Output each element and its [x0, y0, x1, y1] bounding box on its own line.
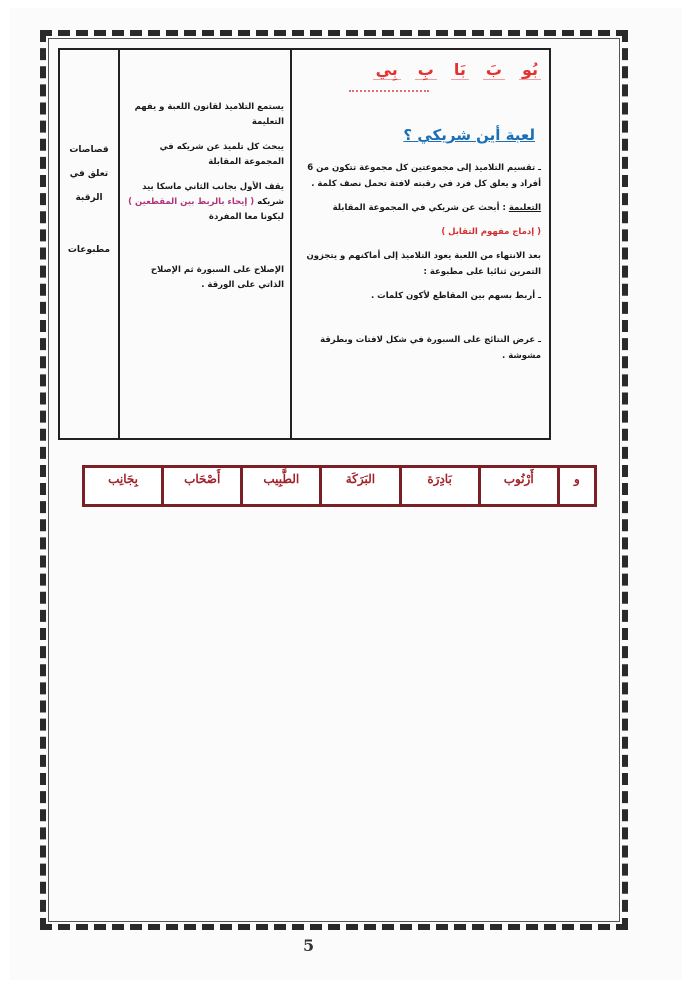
materials-column: [60, 50, 120, 438]
integration-note: ( إدماج مفهوم التقابل ): [441, 227, 541, 237]
activity-paragraph: يبحث كل تلميذ عن شريكه في المجموعة المقابلة: [159, 142, 284, 167]
syllable: بَا: [451, 60, 469, 80]
activity-text: ليكونا معا المفردة: [208, 212, 284, 222]
syllable: بَ: [483, 60, 505, 80]
syllable: بُو: [519, 60, 541, 80]
teacher-activity-column: [292, 50, 549, 438]
lesson-table: [58, 48, 551, 440]
learner-activity-text: [128, 100, 284, 303]
teacher-activity-text: [298, 160, 541, 372]
activity-paragraph: يستمع التلاميذ لقانون اللعبة و يفهم التعليمة: [134, 102, 284, 127]
word-cell: و: [557, 468, 594, 504]
instruction-line: [298, 200, 541, 216]
word-cell: بِجَانِب: [108, 472, 138, 486]
material-item: تعلق في: [69, 169, 109, 179]
game-title: لعبة أين شريكي ؟: [403, 126, 535, 144]
words-strip: [82, 465, 597, 507]
activity-paragraph: ـ أربط بسهم بين المقاطع لأكون كلمات .: [370, 291, 541, 301]
dotted-underline: [349, 90, 429, 92]
instruction-text: : أبحث عن شريكي في المجموعة المقابلة: [332, 203, 506, 213]
syllable: بِي: [373, 60, 401, 80]
activity-paragraph: [128, 180, 284, 225]
word-cell: البَرَكَة: [319, 468, 398, 504]
word-cell: الطَّبِيب: [240, 468, 319, 504]
word-cell: بَادِرَة: [399, 468, 478, 504]
activity-paragraph: ـ عرض النتائج على السبورة في شكل لافتات وبطرقة مشوشة .: [320, 335, 541, 361]
word-cell: أَصْحَاب: [161, 468, 240, 504]
activity-paragraph: الإصلاح على السبورة ثم الإصلاح الذاتي على الورقة .: [150, 265, 284, 290]
materials-list: [62, 138, 116, 262]
activity-paragraph: بعد الانتهاء من اللعبة يعود التلاميذ إلى أماكنهم و يتجزون التمرين ثنائيا على مطبوعة :: [306, 251, 541, 277]
activity-paragraph: ـ تقسيم التلاميذ إلى مجموعتين كل مجموعة تتكون من 6 أفراد و يعلق كل فرد في رقبته لافتة تحمل نصف كلمة .: [307, 163, 541, 189]
learner-activity-column: [120, 50, 292, 438]
material-item: قصاصات: [69, 145, 109, 155]
activity-text: يقف الأول بجانب الثاني ماسكا بيد شريكه: [142, 182, 284, 207]
word-cell: أَرْنُوب: [478, 468, 557, 504]
activity-note: ( إيحاء بالربط بين المقطعين ): [128, 197, 255, 207]
page-number: 5: [303, 936, 315, 955]
syllables-row: [300, 60, 541, 80]
material-item: مطبوعات: [67, 245, 111, 255]
material-item: الرقبة: [75, 193, 103, 203]
instruction-label: التعليمة: [508, 203, 541, 213]
syllable: بِ: [415, 60, 437, 80]
